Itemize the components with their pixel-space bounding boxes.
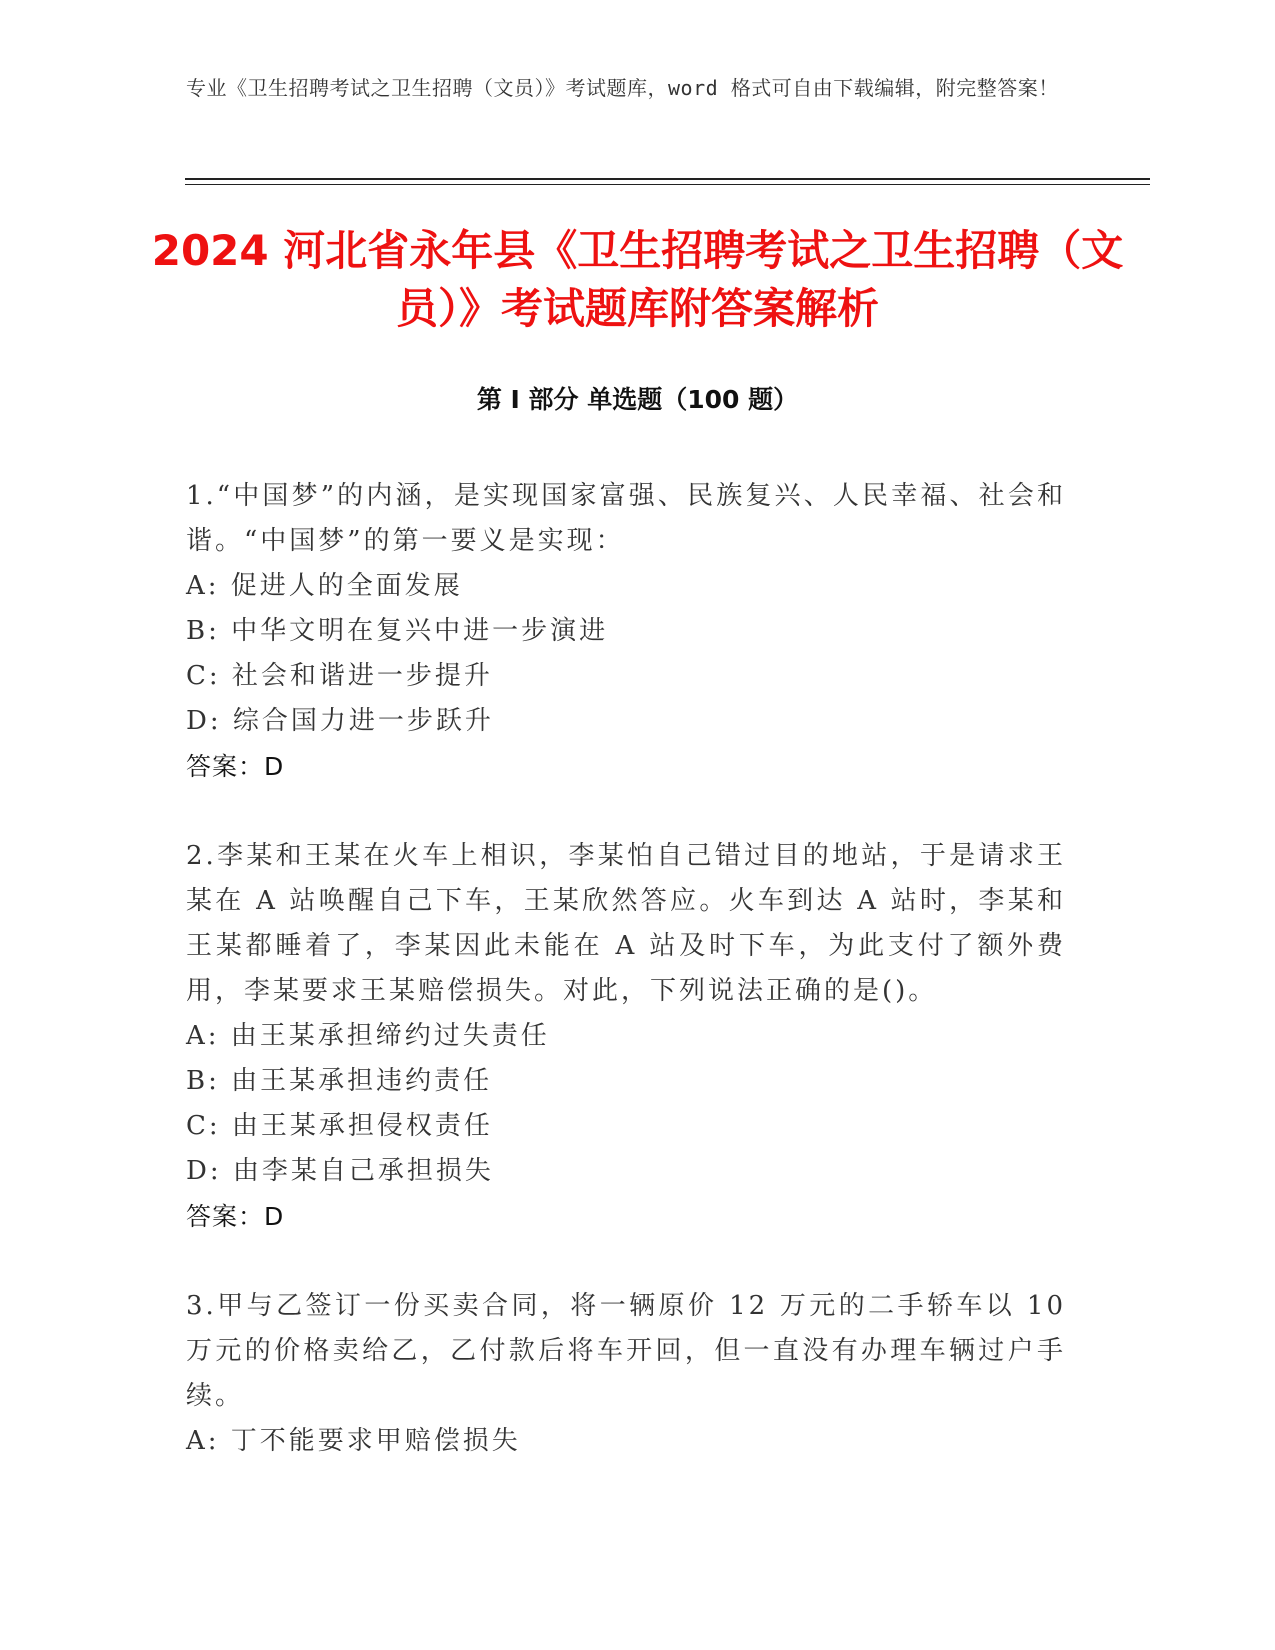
answer: 答案：D	[186, 752, 285, 781]
option-c: C: 由王某承担侵权责任	[186, 1111, 493, 1141]
option-d: D: 综合国力进一步跃升	[186, 706, 494, 736]
option-d: D: 由李某自己承担损失	[186, 1156, 494, 1186]
option-b: B: 中华文明在复兴中进一步演进	[186, 616, 609, 646]
header-divider-thick	[185, 178, 1150, 180]
question-list	[186, 474, 1066, 1509]
header-note: 专业《卫生招聘考试之卫生招聘（文员）》考试题库，word 格式可自由下载编辑，附完整答案！	[186, 76, 1059, 100]
document-title: 2024 河北省永年县《卫生招聘考试之卫生招聘（文员）》考试题库附答案解析	[151, 226, 1124, 333]
option-a: A: 丁不能要求甲赔偿损失	[186, 1426, 521, 1456]
option-a: A: 促进人的全面发展	[186, 571, 463, 601]
question-text: 1.“中国梦”的内涵，是实现国家富强、民族复兴、人民幸福、社会和谐。“中国梦”的第一要义是实现：	[186, 481, 1066, 556]
option-a: A: 由王某承担缔约过失责任	[186, 1021, 550, 1051]
question-2	[186, 834, 1066, 1239]
question-3	[186, 1284, 1066, 1464]
section-title: 第 I 部分 单选题（100 题）	[476, 385, 799, 414]
question-text: 3.甲与乙签订一份买卖合同，将一辆原价 12 万元的二手轿车以 10 万元的价格卖给乙，乙付款后将车开回，但一直没有办理车辆过户手续。	[186, 1291, 1066, 1411]
option-b: B: 由王某承担违约责任	[186, 1066, 493, 1096]
option-c: C: 社会和谐进一步提升	[186, 661, 493, 691]
question-text: 2.李某和王某在火车上相识，李某怕自己错过目的地站，于是请求王某在 A 站唤醒自己下车，王某欣然答应。火车到达 A 站时，李某和王某都睡着了，李某因此未能在 A 站及时下车，为此支付了额外费用，李某要求王某赔偿损失。对此，下列说法正确的是()。	[186, 841, 1066, 1006]
answer: 答案：D	[186, 1202, 285, 1231]
header-divider-thin	[185, 184, 1150, 185]
question-1	[186, 474, 1066, 789]
